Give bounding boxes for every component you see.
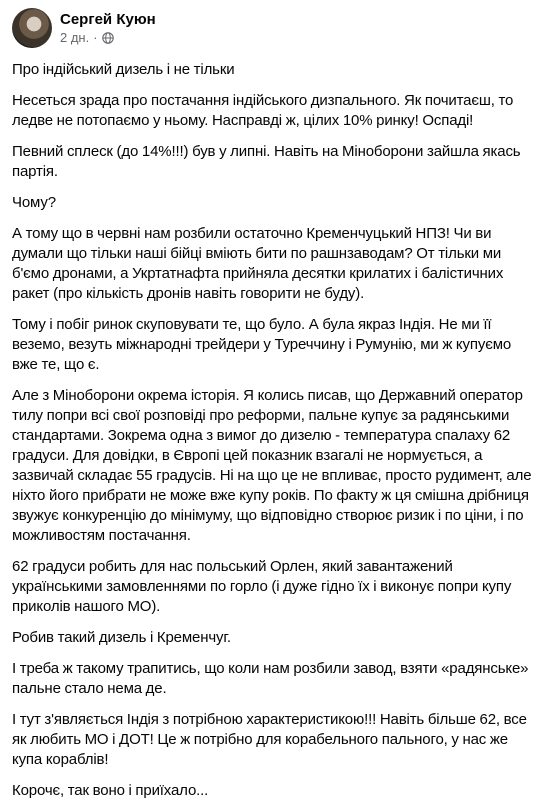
- post-paragraph: А тому що в червні нам розбили остаточно Кременчуцький НПЗ! Чи ви думали що тільки наші бійці вміють бити по рашнзаводам? От тільки ми б'ємо дронами, а Укртатнафта прийняла десятки крилатих і балістичних ракет (про кількість дронів навіть говорити не буду).: [12, 225, 504, 302]
- post-paragraph: 62 градуси робить для нас польський Орлен, який завантажений українськими замовленнями по горло (і дуже гідно їх і виконує попри купу приколів нашого МО).: [12, 558, 512, 615]
- post-title: Про індійський дизель і не тільки: [12, 61, 235, 78]
- post-subline: [60, 30, 156, 46]
- post-time[interactable]: 2 дн.: [60, 30, 90, 45]
- post-meta: [60, 8, 156, 46]
- post-paragraph: І треба ж такому трапитись, що коли нам розбили завод, взяти «радянське» пальне стало нема де.: [12, 660, 529, 697]
- globe-icon[interactable]: [102, 32, 114, 44]
- post-paragraph: Певний сплеск (до 14%!!!) був у липні. Навіть на Міноборони зайшла якась партія.: [12, 143, 521, 180]
- post-header: [12, 8, 538, 48]
- post-paragraph: Чому?: [12, 194, 56, 211]
- author-name[interactable]: Сергей Куюн: [60, 11, 156, 28]
- author-avatar[interactable]: [12, 8, 52, 48]
- post-paragraph: Корочє, так воно і приїхало...: [12, 782, 209, 799]
- globe-icon-graphic: [102, 32, 114, 44]
- post-paragraph: Але з Міноборони окрема історія. Я колись писав, що Державний оператор тилу попри всі свої розповіді про реформи, пальне купує за радянськими стандартами. Зокрема одна з вимог до дизелю - температура спалаху 62 градуси. Для довідки, в Європі цей показник взагалі не нормується, а зазвичай складає 55 градусів. Ні на що це не впливає, просто рудимент, але ніхто його прибрати не може вже купу років. По факту ж ця смішна дрібниця звужує конкуренцію до мінімуму, що відповідно створює ризик і по ціни, і по можливостям постачання.: [12, 387, 532, 544]
- post-paragraph: Робив такий дизель і Кременчуг.: [12, 629, 231, 646]
- post-paragraph: Тому і побіг ринок скуповувати те, що було. А була якраз Індія. Не ми її веземо, везуть міжнародні трейдери у Туреччину і Румунію, ми ж купуємо вже те, що є.: [12, 316, 512, 373]
- post-paragraph: Несеться зрада про постачання індійського дизпального. Як почитаєш, то ледве не потопаємо у ньому. Насправді ж, цілих 10% ринку! Оспаді!: [12, 92, 514, 129]
- post-body: [12, 60, 538, 801]
- post-paragraph: І тут з'являється Індія з потрібною характеристикою!!! Навіть більше 62, все як любить МО і ДОТ! Це ж потрібно для корабельного пального, у нас же купа кораблів!: [12, 711, 527, 768]
- separator-dot: ·: [93, 30, 98, 45]
